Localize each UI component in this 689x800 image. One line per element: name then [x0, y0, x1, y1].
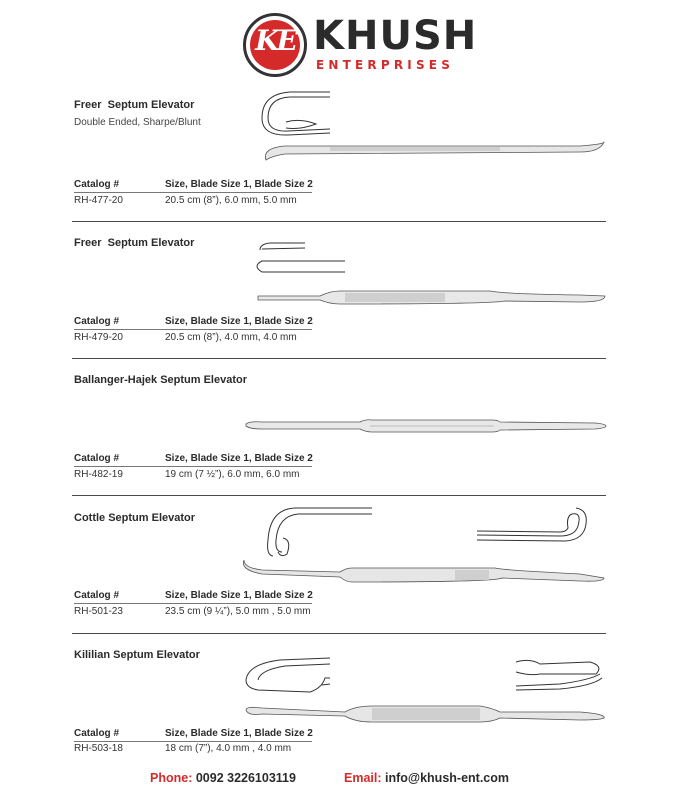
size-header: Size, Blade Size 1, Blade Size 2: [165, 316, 313, 327]
product-title: Cottle Septum Elevator: [74, 512, 196, 524]
instrument-image-ballanger: [0, 410, 689, 450]
product-title: Freer Septum Elevator: [74, 237, 195, 249]
footer-email: [344, 771, 509, 785]
catalog-header: Catalog #: [74, 179, 120, 190]
catalog-header: Catalog #: [74, 590, 120, 601]
divider: [72, 495, 606, 496]
product-title: Ballanger-Hajek Septum Elevator: [74, 374, 248, 386]
brand-subtitle: ENTERPRISES: [316, 58, 455, 72]
size-value: 20.5 cm (8”), 4.0 mm, 4.0 mm: [165, 332, 297, 343]
phone-label: Phone:: [150, 771, 193, 785]
catalog-number: RH-503-18: [74, 743, 123, 754]
product-description: Double Ended, Sharpe/Blunt: [74, 117, 201, 128]
catalog-number: RH-501-23: [74, 606, 123, 617]
catalog-header: Catalog #: [74, 453, 120, 464]
catalog-header: Catalog #: [74, 728, 120, 739]
size-value: 23.5 cm (9 ¼”), 5.0 mm , 5.0 mm: [165, 606, 311, 617]
instrument-image-kililian: [0, 640, 689, 730]
divider: [72, 633, 606, 634]
size-header: Size, Blade Size 1, Blade Size 2: [165, 728, 313, 739]
divider: [72, 358, 606, 359]
product-title: Kililian Septum Elevator: [74, 649, 200, 661]
size-value: 20.5 cm (8”), 6.0 mm, 5.0 mm: [165, 195, 297, 206]
footer-phone: [150, 771, 296, 785]
catalog-number: RH-479-20: [74, 332, 123, 343]
email-address[interactable]: info@khush-ent.com: [385, 771, 509, 785]
logo-initials: KE: [255, 24, 295, 57]
divider: [72, 221, 606, 222]
phone-number[interactable]: 0092 3226103119: [195, 771, 296, 785]
instrument-image-freer-2: [0, 230, 689, 320]
size-value: 18 cm (7”), 4.0 mm , 4.0 mm: [165, 743, 292, 754]
catalog-header: Catalog #: [74, 316, 120, 327]
email-label: Email:: [344, 771, 382, 785]
brand-name: KHUSH: [313, 13, 478, 59]
size-header: Size, Blade Size 1, Blade Size 2: [165, 179, 313, 190]
instrument-image-freer-1: [0, 0, 689, 200]
size-value: 19 cm (7 ½”), 6.0 mm, 6.0 mm: [165, 469, 300, 480]
instrument-image-cottle: [0, 500, 689, 600]
catalog-number: RH-482-19: [74, 469, 123, 480]
size-header: Size, Blade Size 1, Blade Size 2: [165, 590, 313, 601]
product-title: Freer Septum Elevator: [74, 99, 195, 111]
size-header: Size, Blade Size 1, Blade Size 2: [165, 453, 313, 464]
catalog-number: RH-477-20: [74, 195, 123, 206]
